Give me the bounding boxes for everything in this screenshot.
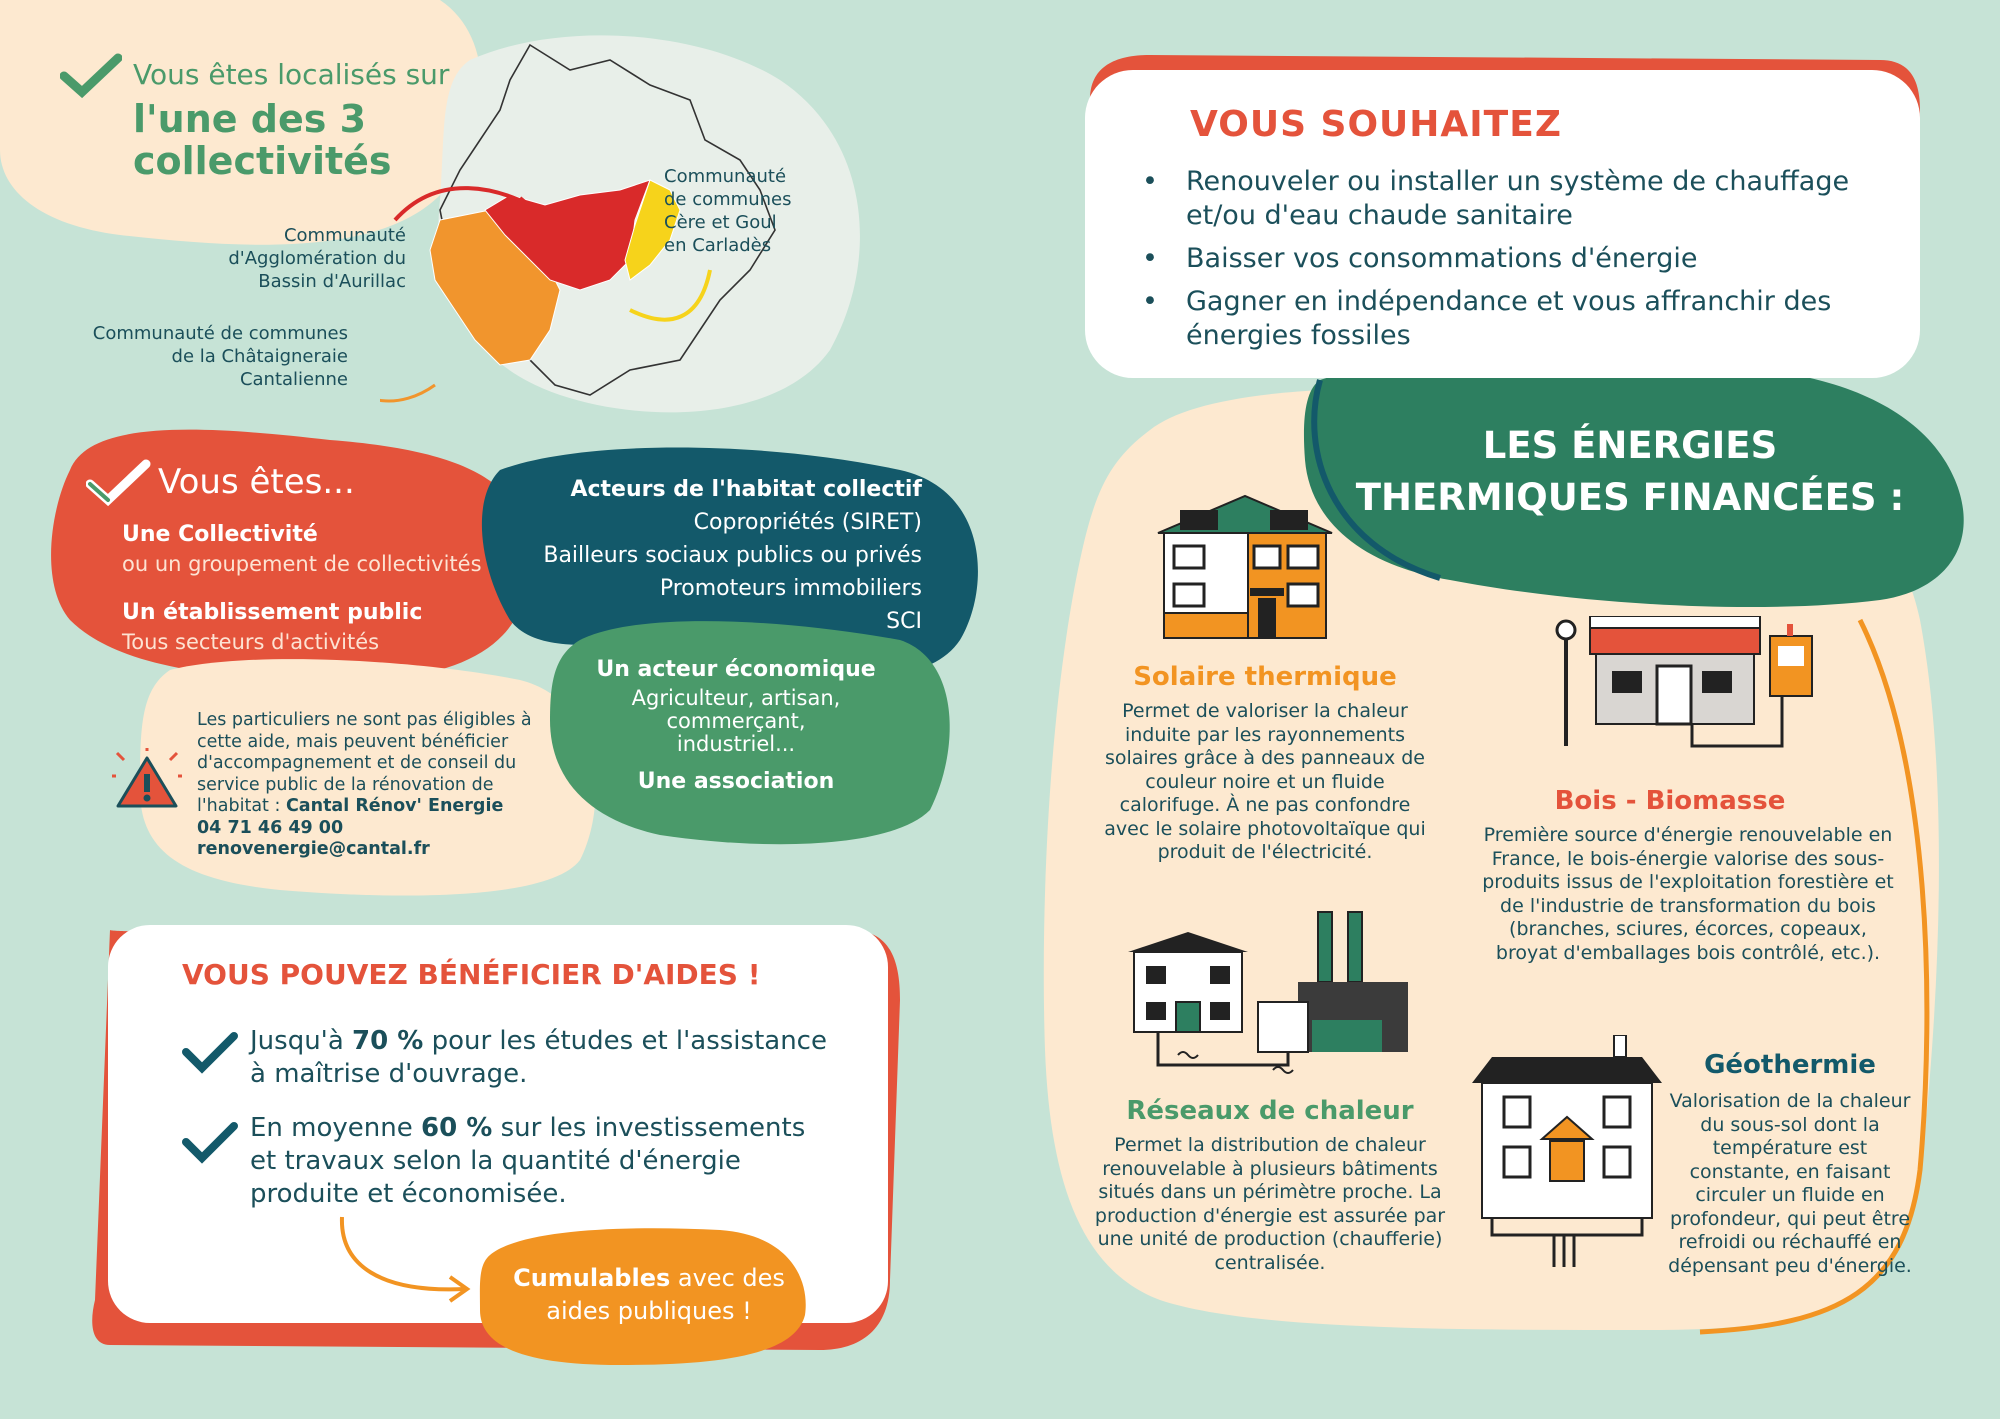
check-icon	[182, 1030, 238, 1074]
list-item: • Gagner en indépendance et vous affranchir des énergies fossiles	[1140, 285, 1920, 353]
warning-org: Cantal Rénov' Energie	[285, 796, 504, 816]
location-big-text: l'une des 3 collectivités	[133, 97, 392, 183]
aide-item-2-post: sur les investissements et travaux selon la quantité d'énergie produite et économisée.	[250, 1113, 806, 1209]
cumul-bold: Cumulables	[513, 1264, 671, 1292]
location-small-text: Vous êtes localisés sur	[133, 58, 450, 91]
aide-item-1	[250, 1025, 830, 1091]
association-title: Une association	[637, 769, 835, 794]
reseaux-desc: Permet la distribution de chaleur renouvelable à plusieurs bâtiments situés dans un périmètre proche. La production d'énergie est assurée par une unité de production (chaufferie) centralisée.	[1094, 1134, 1446, 1274]
solaire-desc: Permet de valoriser la chaleur induite par les rayonnements solaires grâce à des panneaux de couleur noire et un fluide calorifuge. À ne pas confondre avec le solaire photovoltaïque qui produit de l'électricité.	[1104, 700, 1426, 863]
collectivite-sub: ou un groupement de collectivités	[122, 552, 482, 576]
geo-title: Géothermie	[1704, 1050, 1876, 1080]
etablissement-sub: Tous secteurs d'activités	[122, 630, 380, 654]
warning-email[interactable]: renovenergie@cantal.fr	[197, 839, 430, 859]
souhaitez-list	[1140, 165, 1920, 362]
check-icon	[182, 1120, 238, 1164]
cumul-text	[490, 1262, 808, 1328]
aide-item-1-pct: 70 %	[352, 1026, 424, 1056]
bois-desc: Première source d'énergie renouvelable en France, le bois-énergie valorise des sous-produits issus de l'exploitation forestière et de l'industrie de transformation du bois (branches, sciures, écorces, copeaux, broyat d'emballages bois contrôlé, etc.).	[1482, 824, 1894, 964]
aides-title: VOUS POUVEZ BÉNÉFICIER D'AIDES !	[182, 958, 761, 991]
habitat-item: Promoteurs immobiliers	[659, 576, 922, 601]
habitat-item: Bailleurs sociaux publics ou privés	[543, 543, 922, 568]
biomass-house-icon	[1552, 616, 1852, 766]
habitat-title: Acteurs de l'habitat collectif	[570, 477, 922, 502]
collectivite-title: Une Collectivité	[122, 522, 318, 547]
habitat-item: SCI	[886, 609, 922, 634]
arrow-chataigneraie	[380, 375, 435, 401]
eco-sub: Agriculteur, artisan, commerçant, industriel...	[631, 686, 841, 756]
bois-title: Bois - Biomasse	[1554, 786, 1786, 816]
energies-title: LES ÉNERGIES THERMIQUES FINANCÉES :	[1355, 424, 1905, 519]
list-item: • Baisser vos consommations d'énergie	[1140, 242, 1920, 276]
aide-item-2-pct: 60 %	[421, 1113, 493, 1143]
warning-body: Les particuliers ne sont pas éligibles à cette aide, mais peuvent bénéficier d'accompagnement et de conseil du service public de la rénovation de l'habitat :	[197, 710, 532, 816]
aide-item-2-pre: En moyenne	[250, 1113, 422, 1143]
label-cc-cere: Communauté de communes Cère et Goul en Carladès	[664, 166, 792, 256]
warning-icon	[112, 748, 182, 812]
solar-house-icon	[1150, 488, 1340, 643]
aide-item-1-pre: Jusqu'à	[250, 1026, 353, 1056]
eco-block	[566, 658, 906, 793]
aide-item-1-post: pour les études et l'assistance à maîtrise d'ouvrage.	[250, 1026, 827, 1089]
check-icon-white	[86, 458, 156, 508]
reseaux-title: Réseaux de chaleur	[1126, 1096, 1414, 1126]
arrow-cere	[630, 270, 710, 320]
habitat-item: Copropriétés (SIRET)	[693, 510, 922, 535]
heat-network-icon	[1128, 910, 1418, 1085]
warning-phone: 04 71 46 49 00	[197, 817, 344, 838]
vous-etes-heading: Vous êtes...	[158, 462, 355, 502]
etablissement-title: Un établissement public	[122, 600, 423, 625]
check-icon	[60, 52, 122, 98]
cumul-rest: avec des aides publiques !	[546, 1264, 785, 1325]
solaire-title: Solaire thermique	[1133, 662, 1397, 692]
souhaitez-title: VOUS SOUHAITEZ	[1190, 104, 1562, 145]
geothermal-house-icon	[1472, 1035, 1662, 1267]
geo-desc: Valorisation de la chaleur du sous-sol dont la température est constante, en faisant circuler un fluide en profondeur, qui peut être refroidi ou réchauffé en dépensant peu d'énergie.	[1668, 1090, 1912, 1277]
eco-title: Un acteur économique	[596, 657, 876, 682]
aide-item-2	[250, 1112, 830, 1211]
list-item: • Renouveler ou installer un système de chauffage et/ou d'eau chaude sanitaire	[1140, 165, 1920, 233]
habitat-block	[543, 473, 922, 638]
label-cc-chataigneraie: Communauté de communes de la Châtaigneraie Cantalienne	[92, 323, 348, 390]
label-ca-aurillac: Communauté d'Agglomération du Bassin d'Aurillac	[228, 225, 406, 292]
warning-text	[197, 710, 537, 861]
arrow-icon	[330, 1215, 480, 1305]
